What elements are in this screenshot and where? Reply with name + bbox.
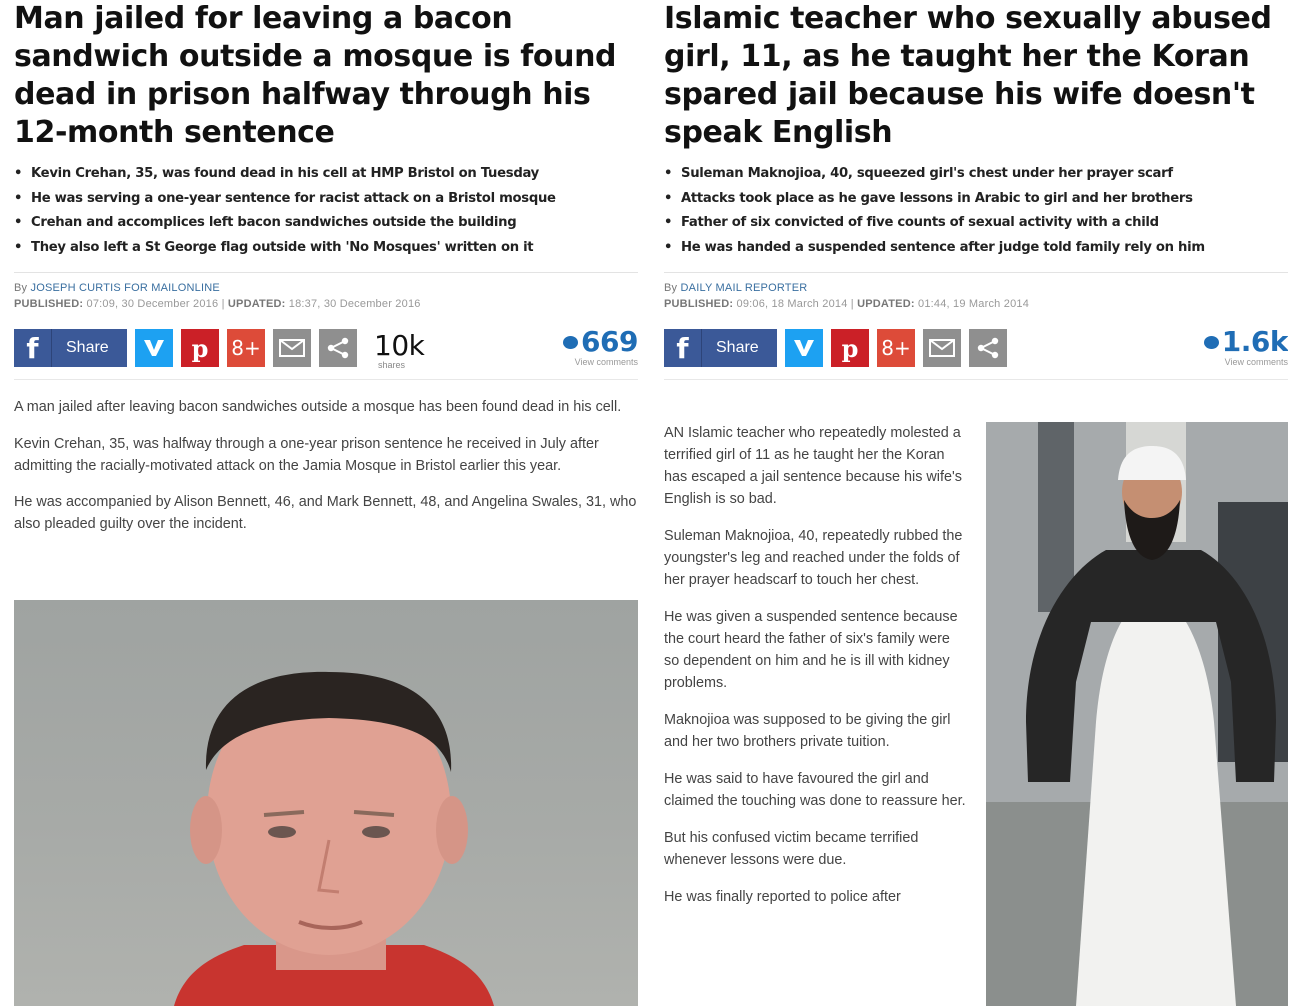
- body-paragraph: He was accompanied by Alison Bennett, 46, and Mark Bennett, 48, and Angelina Swales, 31, who also pleaded guilty over the incident.: [14, 493, 637, 533]
- summary-bullets: [14, 162, 638, 260]
- summary-bullet: • He was handed a suspended sentence after judge told family rely on him: [664, 236, 1288, 261]
- body-paragraph: Kevin Crehan, 35, was halfway through a one-year prison sentence he received in July after admitting the racially-motivated attack on the Jamia Mosque in Bristol earlier this year.: [14, 435, 599, 474]
- summary-bullet: • They also left a St George flag outside with 'No Mosques' written on it: [14, 236, 638, 261]
- updated-label: UPDATED:: [857, 298, 915, 311]
- byline: [664, 281, 1288, 295]
- email-share-button[interactable]: [923, 329, 961, 367]
- pinterest-icon: p: [191, 333, 209, 363]
- summary-bullet: • He was serving a one-year sentence for racist attack on a Bristol mosque: [14, 187, 638, 212]
- twitter-icon: [142, 338, 166, 358]
- email-icon: [929, 339, 955, 357]
- share-bar: [14, 325, 638, 377]
- comment-bubble-icon: [563, 336, 578, 349]
- article-headline: Man jailed for leaving a bacon sandwich outside a mosque is found dead in prison halfway through his 12-month sentence: [14, 1, 617, 150]
- twitter-share-button[interactable]: [135, 329, 173, 367]
- share-label: Share: [716, 339, 759, 357]
- pinterest-icon: p: [841, 333, 859, 363]
- mugshot-illustration: [14, 600, 638, 1006]
- share-count-caption: shares: [378, 360, 406, 371]
- comment-count-value: 1.6k: [1221, 325, 1288, 359]
- published-label: PUBLISHED:: [664, 298, 734, 311]
- body-paragraph: He was given a suspended sentence because the court heard the father of six's family were so dependent on him and he is ill with kidney problems.: [664, 609, 958, 691]
- byline-prefix: By: [664, 282, 678, 295]
- facebook-icon: f: [664, 329, 702, 367]
- divider: [664, 272, 1288, 273]
- summary-bullets: [664, 162, 1288, 260]
- article-body: [664, 422, 969, 923]
- summary-bullet: • Father of six convicted of five counts of sexual activity with a child: [664, 211, 1288, 236]
- body-paragraph: AN Islamic teacher who repeatedly molested a terrified girl of 11 as he taught her the Koran has escaped a jail sentence because his wife's English is so bad.: [664, 425, 962, 507]
- facebook-share-button[interactable]: [14, 329, 127, 367]
- mugshot-photo: [14, 600, 638, 1006]
- divider: [664, 379, 1288, 380]
- body-paragraph: He was said to have favoured the girl and claimed the touching was done to reassure her.: [664, 771, 966, 809]
- summary-bullet: • Suleman Maknojioa, 40, squeezed girl's chest under her prayer scarf: [664, 162, 1288, 187]
- more-share-button[interactable]: [969, 329, 1007, 367]
- comment-count-value: 669: [581, 325, 638, 359]
- view-comments-link[interactable]: View comments: [574, 357, 638, 368]
- article-right: [664, 0, 1288, 1006]
- comment-count[interactable]: [563, 327, 638, 367]
- share-count-value: 10k: [374, 329, 425, 363]
- email-share-button[interactable]: [273, 329, 311, 367]
- publish-info: PUBLISHED: 09:06, 18 March 2014 | UPDATED: 01:44, 19 March 2014: [664, 298, 1030, 311]
- street-photo: [986, 422, 1288, 1006]
- google-plus-share-button[interactable]: [877, 329, 915, 367]
- body-paragraph: Suleman Maknojioa, 40, repeatedly rubbed the youngster's leg and reached under the folds of her prayer headscarf to touch her chest.: [664, 528, 963, 588]
- updated-label: UPDATED:: [227, 298, 286, 311]
- more-share-button[interactable]: [319, 329, 357, 367]
- google-plus-icon: 8+: [231, 336, 261, 361]
- body-paragraph: Maknojioa was supposed to be giving the girl and her two brothers private tuition.: [664, 712, 951, 750]
- pinterest-share-button[interactable]: [181, 329, 219, 367]
- body-paragraph: He was finally reported to police after: [664, 889, 901, 905]
- author-link[interactable]: JOSEPH CURTIS FOR MAILONLINE: [30, 282, 220, 295]
- google-plus-icon: 8+: [881, 336, 911, 361]
- google-plus-share-button[interactable]: [227, 329, 265, 367]
- byline-prefix: By: [14, 282, 28, 295]
- publish-info: PUBLISHED: 07:09, 30 December 2016 | UPDATED: 18:37, 30 December 2016: [14, 298, 421, 311]
- email-icon: [279, 339, 305, 357]
- facebook-share-button[interactable]: [664, 329, 777, 367]
- published-date: 07:09, 30 December 2016: [86, 298, 219, 311]
- summary-bullet: • Attacks took place as he gave lessons in Arabic to girl and her brothers: [664, 187, 1288, 212]
- updated-date: 01:44, 19 March 2014: [918, 298, 1030, 311]
- published-date: 09:06, 18 March 2014: [736, 298, 848, 311]
- article-body: [14, 396, 638, 535]
- share-bar: [664, 325, 1288, 377]
- twitter-share-button[interactable]: [785, 329, 823, 367]
- author-link[interactable]: DAILY MAIL REPORTER: [680, 282, 808, 295]
- summary-bullet: • Kevin Crehan, 35, was found dead in his cell at HMP Bristol on Tuesday: [14, 162, 638, 187]
- published-label: PUBLISHED:: [14, 298, 84, 311]
- article-headline: Islamic teacher who sexually abused girl, 11, as he taught her the Koran spared jail because his wife doesn't speak English: [664, 1, 1272, 150]
- byline: [14, 281, 638, 295]
- summary-bullet: • Crehan and accomplices left bacon sandwiches outside the building: [14, 211, 638, 236]
- pinterest-share-button[interactable]: [831, 329, 869, 367]
- updated-date: 18:37, 30 December 2016: [288, 298, 421, 311]
- view-comments-link[interactable]: View comments: [1224, 357, 1288, 368]
- twitter-icon: [792, 338, 816, 358]
- share-icon: [976, 336, 1000, 360]
- comment-bubble-icon: [1204, 336, 1219, 349]
- divider: [14, 379, 638, 380]
- facebook-icon: f: [14, 329, 52, 367]
- street-photo-illustration: [986, 422, 1288, 1006]
- article-left: [14, 0, 638, 1006]
- divider: [14, 272, 638, 273]
- comment-count[interactable]: [1204, 327, 1288, 367]
- body-paragraph: A man jailed after leaving bacon sandwiches outside a mosque has been found dead in his cell.: [14, 399, 622, 416]
- body-paragraph: But his confused victim became terrified whenever lessons were due.: [664, 830, 919, 868]
- share-icon: [326, 336, 350, 360]
- share-count: [374, 331, 424, 370]
- share-label: Share: [66, 339, 109, 357]
